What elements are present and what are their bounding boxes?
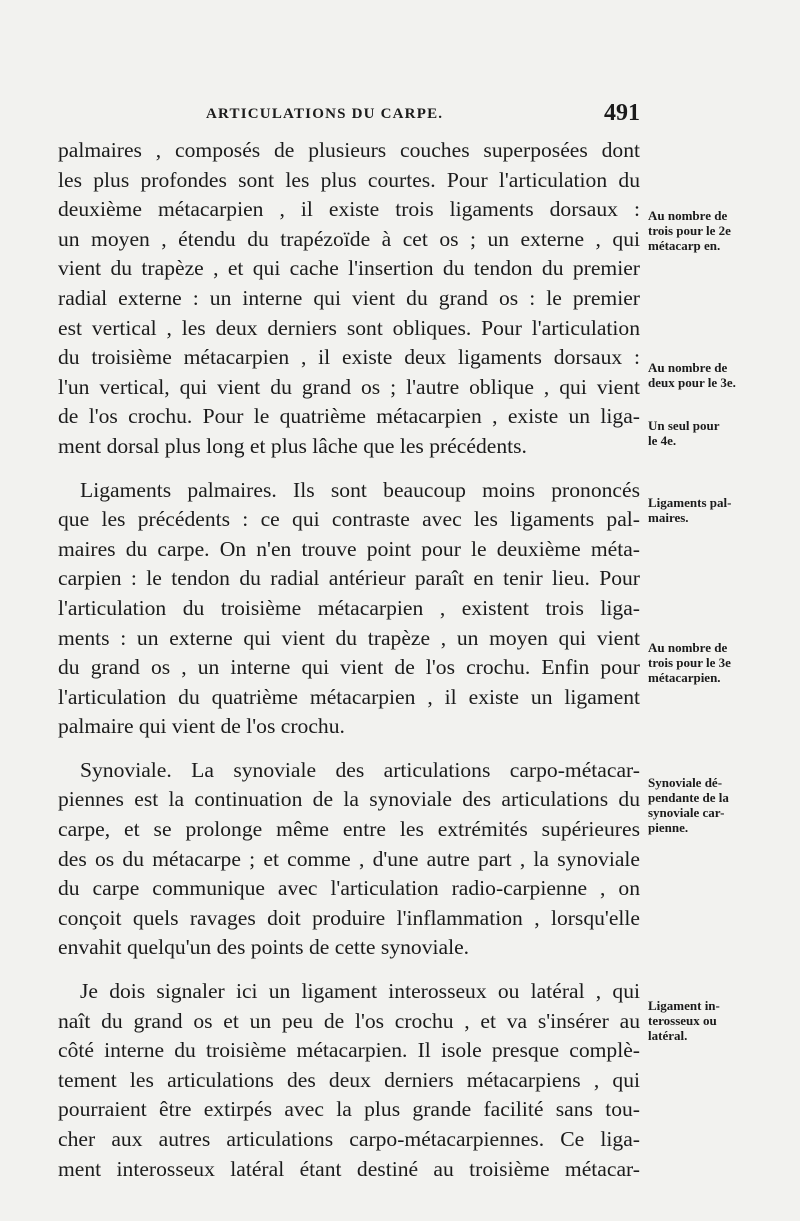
text-line: vient du trapèze , et qui cache l'insertion du tendon du premier xyxy=(58,256,640,281)
text-line: est vertical , les deux derniers sont obliques. Pour l'articulation xyxy=(58,315,640,340)
text-line: radial externe : un interne qui vient du grand os : le premier xyxy=(58,285,640,310)
text-line: ments : un externe qui vient du trapèze , un moyen qui vient xyxy=(58,625,640,650)
text-line: du carpe communique avec l'articulation radio-carpienne , on xyxy=(58,876,640,901)
text-line: l'articulation du troisième métacarpien , existent trois liga- xyxy=(58,595,640,620)
text-line: tement les articulations des deux derniers métacarpiens , qui xyxy=(58,1067,640,1092)
running-head: ARTICULATIONS DU CARPE. xyxy=(206,106,444,122)
text-line: du troisième métacarpien , il existe deux ligaments dorsaux : xyxy=(58,345,640,370)
text-line: piennes est la continuation de la synoviale des articulations du xyxy=(58,787,640,812)
margin-note xyxy=(648,208,766,253)
text-line: palmaires , composés de plusieurs couches superposées dont xyxy=(58,138,640,162)
margin-note-line: deux pour le 3e. xyxy=(648,375,736,390)
paragraph-palmar-ligaments xyxy=(58,476,640,742)
margin-note-line: métacarp en. xyxy=(648,238,721,253)
margin-note-line: le 4e. xyxy=(648,433,677,448)
text-line: envahit quelqu'un des points de cette synoviale. xyxy=(58,935,470,960)
margin-note-line: Au nombre de xyxy=(648,208,728,223)
margin-note-line: maires. xyxy=(648,510,689,525)
paragraph-interosseous-ligament xyxy=(58,977,640,1184)
text-line: un moyen , étendu du trapézoïde à cet os ; un externe , qui xyxy=(58,226,640,251)
margin-note-line: Un seul pour xyxy=(648,418,720,433)
text-line: l'un vertical, qui vient du grand os ; l'autre oblique , qui vient xyxy=(58,374,640,399)
margin-note-line: trois pour le 3e xyxy=(648,655,731,670)
text-line: ment interosseux latéral étant destiné au troisième métacar- xyxy=(58,1156,640,1181)
margin-note xyxy=(648,640,766,685)
margin-note-line: trois pour le 2e xyxy=(648,223,731,238)
paragraph-synovial xyxy=(58,756,640,963)
text-line: pourraient être extirpés avec la plus grande facilité sans tou- xyxy=(58,1097,640,1122)
text-line: deuxième métacarpien , il existe trois ligaments dorsaux : xyxy=(58,197,640,222)
margin-note-line: pendante de la xyxy=(648,790,729,805)
text-line: les plus profondes sont les plus courtes. Pour l'articulation du xyxy=(58,167,640,192)
body-text xyxy=(58,136,640,1198)
margin-note-line: pienne. xyxy=(648,820,689,835)
text-line: de l'os crochu. Pour le quatrième métacarpien , existe un liga- xyxy=(58,404,640,429)
text-line: carpe, et se prolonge même entre les extrémités supérieures xyxy=(58,817,640,842)
margin-note xyxy=(648,998,766,1043)
margin-note-line: Ligaments pal- xyxy=(648,495,732,510)
text-line: côté interne du troisième métacarpien. Il isole presque complè- xyxy=(58,1038,640,1063)
text-line: maires du carpe. On n'en trouve point pour le deuxième méta- xyxy=(58,536,640,561)
text-line: Ligaments palmaires. Ils sont beaucoup moins prononcés xyxy=(80,477,640,502)
text-line: cher aux autres articulations carpo-métacarpiennes. Ce liga- xyxy=(58,1127,640,1151)
margin-note-line: terosseux ou xyxy=(648,1013,717,1028)
text-line: que les précédents : ce qui contraste avec les ligaments pal- xyxy=(58,507,640,532)
margin-note xyxy=(648,495,766,525)
margin-note-line: Ligament in- xyxy=(648,998,720,1013)
text-line: du grand os , un interne qui vient de l'os crochu. Enfin pour xyxy=(58,655,640,680)
page-header xyxy=(58,100,640,130)
margin-note-line: synoviale car- xyxy=(648,805,725,820)
text-line: ment dorsal plus long et plus lâche que les précédents. xyxy=(58,433,527,458)
margin-note-line: métacarpien. xyxy=(648,670,721,685)
text-line: carpien : le tendon du radial antérieur paraît en tenir lieu. Pour xyxy=(58,566,640,591)
margin-note xyxy=(648,360,766,390)
text-line: Synoviale. La synoviale des articulations carpo-métacar- xyxy=(80,757,640,782)
margin-note-line: Au nombre de xyxy=(648,640,728,655)
text-line: conçoit quels ravages doit produire l'inflammation , lorsqu'elle xyxy=(58,905,640,930)
margin-note xyxy=(648,418,766,448)
text-line: palmaire qui vient de l'os crochu. xyxy=(58,714,345,739)
text-line: naît du grand os et un peu de l'os crochu , et va s'insérer au xyxy=(58,1008,640,1033)
margin-note-line: Synoviale dé- xyxy=(648,775,723,790)
margin-note-line: Au nombre de xyxy=(648,360,728,375)
text-line: Je dois signaler ici un ligament interosseux ou latéral , qui xyxy=(80,979,640,1004)
margin-note xyxy=(648,775,766,835)
page-number: 491 xyxy=(604,100,640,126)
paragraph-dorsal-ligaments xyxy=(58,136,640,462)
text-line: l'articulation du quatrième métacarpien , il existe un ligament xyxy=(58,684,640,709)
margin-note-line: latéral. xyxy=(648,1028,688,1043)
text-line: des os du métacarpe ; et comme , d'une autre part , la synoviale xyxy=(58,846,640,871)
